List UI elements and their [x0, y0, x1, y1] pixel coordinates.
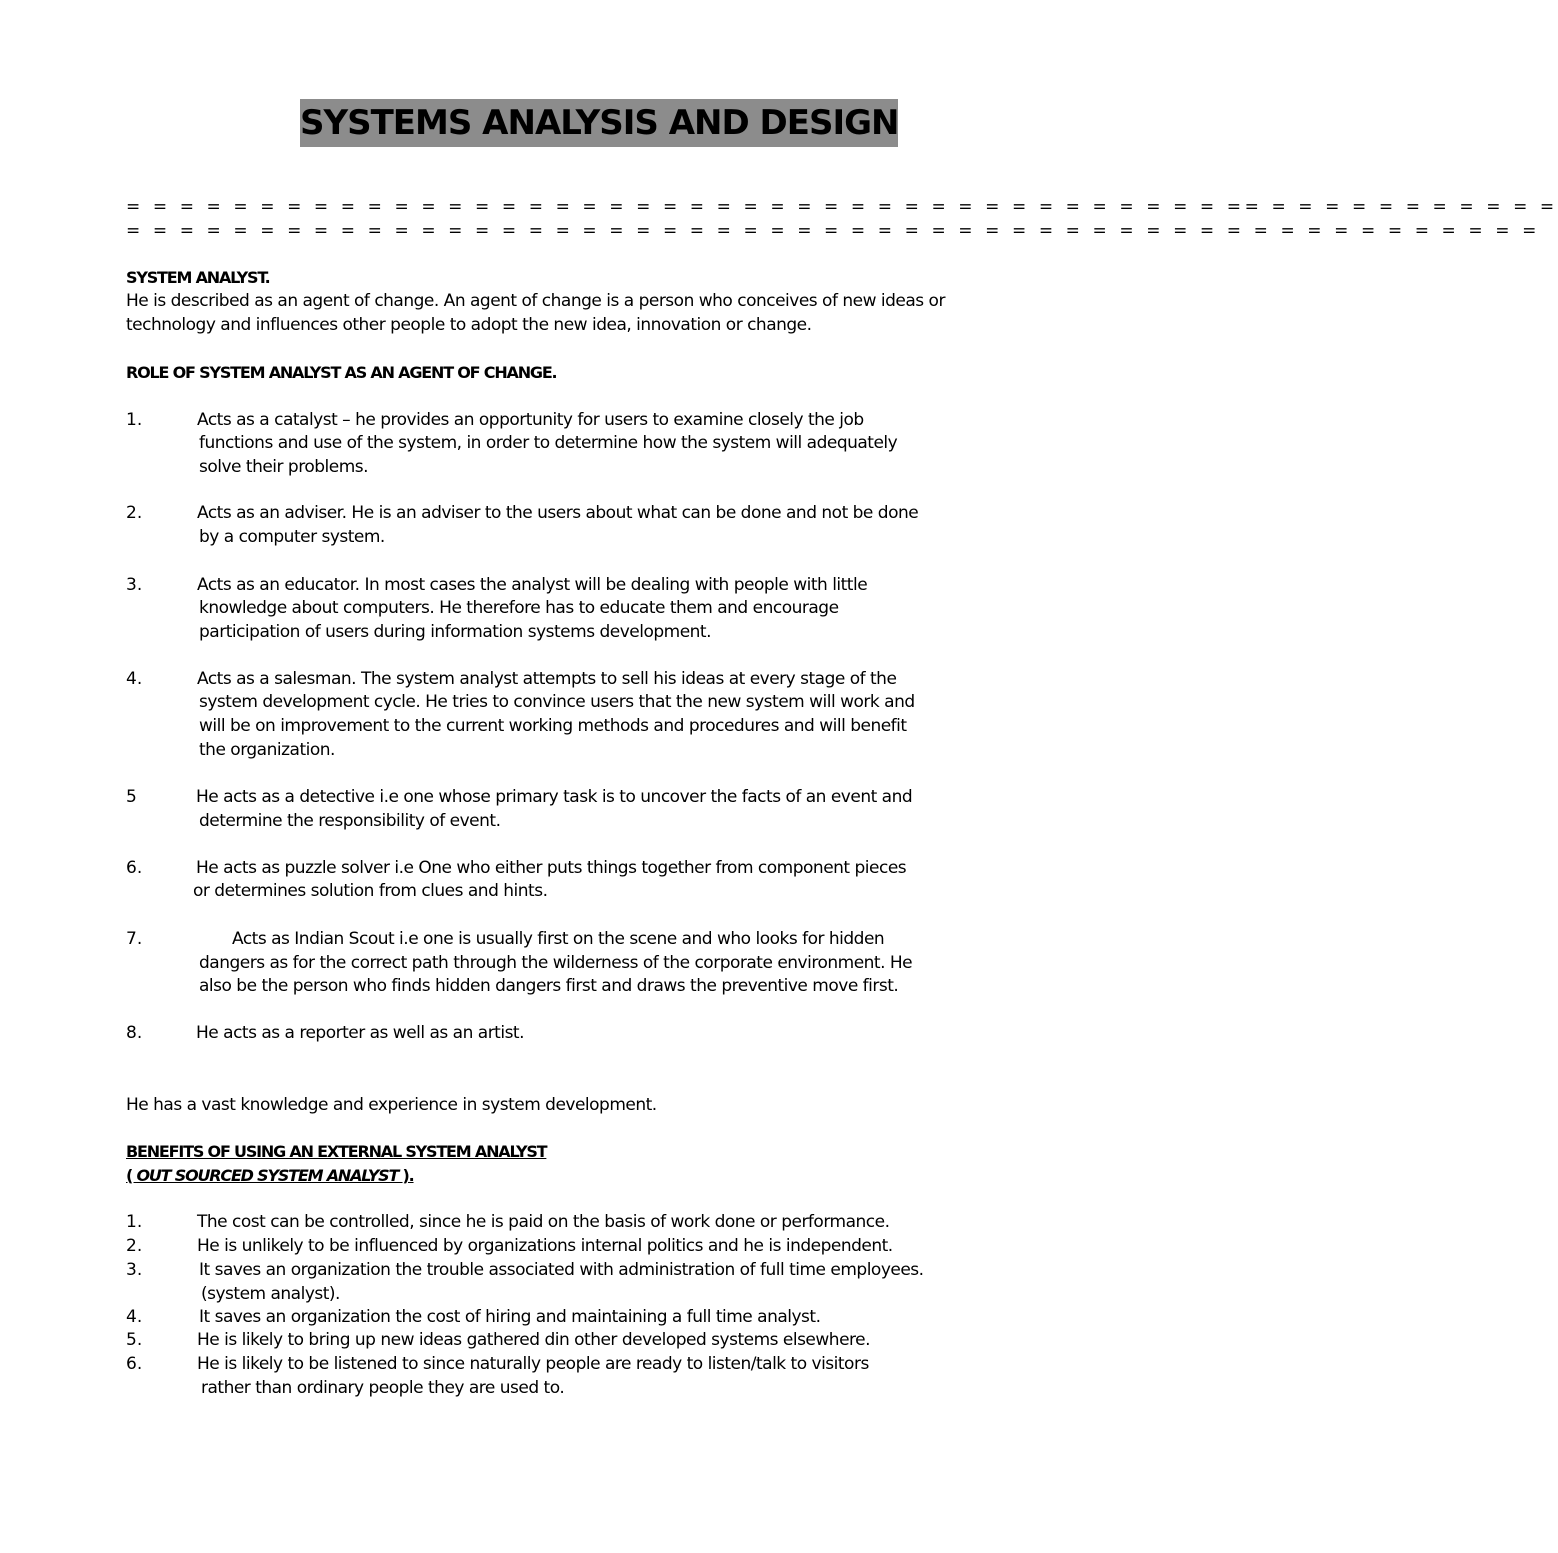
list-item-number: 3.: [126, 1260, 143, 1280]
list-item-line: or determines solution from clues and hints.: [193, 881, 548, 901]
list-item-line: (system analyst).: [201, 1284, 340, 1304]
list-item-line: He acts as a reporter as well as an artist.: [196, 1023, 524, 1043]
list-item-number: 6.: [126, 1354, 143, 1374]
list-item-number: 2.: [126, 503, 143, 523]
list-item-line: functions and use of the system, in order to determine how the system will adequately: [199, 433, 898, 453]
list-item-line: Acts as an adviser. He is an adviser to the users about what can be done and not be done: [197, 503, 919, 523]
list-item-number: 1.: [126, 410, 143, 430]
list-item-line: also be the person who finds hidden dangers first and draws the preventive move first.: [199, 976, 899, 996]
list-item-line: Acts as a catalyst – he provides an opportunity for users to examine closely the job: [197, 410, 864, 430]
list-item-line: Acts as an educator. In most cases the analyst will be dealing with people with little: [197, 575, 868, 595]
list-item-number: 3.: [126, 575, 143, 595]
list-item-line: determine the responsibility of event.: [199, 811, 501, 831]
list-item-line: It saves an organization the cost of hiring and maintaining a full time analyst.: [199, 1307, 821, 1327]
list-item-line: He is likely to be listened to since naturally people are ready to listen/talk to visitors: [197, 1354, 869, 1374]
list-item-number: 1.: [126, 1212, 143, 1232]
section-heading-role: ROLE OF SYSTEM ANALYST AS AN AGENT OF CHANGE.: [126, 363, 557, 382]
paragraph-line: He is described as an agent of change. An agent of change is a person who conceives of new ideas or: [126, 291, 945, 311]
list-item-line: system development cycle. He tries to convince users that the new system will work and: [199, 692, 915, 712]
list-item-number: 6.: [126, 858, 143, 878]
list-item-line: by a computer system.: [199, 527, 385, 547]
list-item-number: 2.: [126, 1236, 143, 1256]
paragraph-line: technology and influences other people to adopt the new idea, innovation or change.: [126, 315, 812, 335]
list-item-line: rather than ordinary people they are used to.: [201, 1378, 565, 1398]
list-item-line: It saves an organization the trouble associated with administration of full time employees.: [199, 1260, 924, 1280]
subheading-italic: OUT SOURCED SYSTEM ANALYST: [136, 1166, 403, 1185]
list-item-number: 7.: [126, 929, 143, 949]
subheading-open: (: [126, 1166, 137, 1185]
list-item-number: 8.: [126, 1023, 143, 1043]
paragraph-knowledge: He has a vast knowledge and experience in system development.: [126, 1095, 657, 1115]
list-item-line: participation of users during information systems development.: [199, 622, 711, 642]
list-item-line: will be on improvement to the current working methods and procedures and will benefit: [199, 716, 907, 736]
subheading-close: ).: [402, 1166, 414, 1185]
separator-rule: = = = = = = = = = = = = = = = = = = = = = = = = = = = = = = = = = = = = = = = = = = = = = = = = = = = = =: [126, 221, 1540, 241]
section-subheading-benefits: [126, 1164, 414, 1188]
list-item-line: He is likely to bring up new ideas gathered din other developed systems elsewhere.: [197, 1330, 870, 1350]
list-item-line: solve their problems.: [199, 457, 369, 477]
list-item-line: He is unlikely to be influenced by organizations internal politics and he is independent.: [197, 1236, 893, 1256]
list-item-line: the organization.: [199, 740, 335, 760]
list-item-line: He acts as a detective i.e one whose primary task is to uncover the facts of an event and: [196, 787, 913, 807]
section-heading-system-analyst: SYSTEM ANALYST.: [126, 268, 270, 287]
list-item-line: dangers as for the correct path through the wilderness of the corporate environment. He: [199, 953, 913, 973]
separator-rule: = = = = = = = = = = = = = = = = = = = = = = = = = = = = = = = = = = = = = = = = = == = = = = = = = = = = =: [126, 197, 1558, 217]
list-item-line: Acts as a salesman. The system analyst attempts to sell his ideas at every stage of the: [197, 669, 897, 689]
list-item-number: 4.: [126, 1307, 143, 1327]
list-item-number: 5.: [126, 1330, 143, 1350]
page-title: SYSTEMS ANALYSIS AND DESIGN: [300, 99, 898, 147]
list-item-line: knowledge about computers. He therefore has to educate them and encourage: [199, 598, 839, 618]
list-item-number: 4.: [126, 669, 143, 689]
list-item-line: Acts as Indian Scout i.e one is usually first on the scene and who looks for hidden: [232, 929, 885, 949]
list-item-line: He acts as puzzle solver i.e One who either puts things together from component pieces: [196, 858, 907, 878]
list-item-number: 5: [126, 787, 137, 807]
section-heading-benefits: BENEFITS OF USING AN EXTERNAL SYSTEM ANALYST: [126, 1142, 547, 1161]
list-item-line: The cost can be controlled, since he is paid on the basis of work done or performance.: [197, 1212, 890, 1232]
